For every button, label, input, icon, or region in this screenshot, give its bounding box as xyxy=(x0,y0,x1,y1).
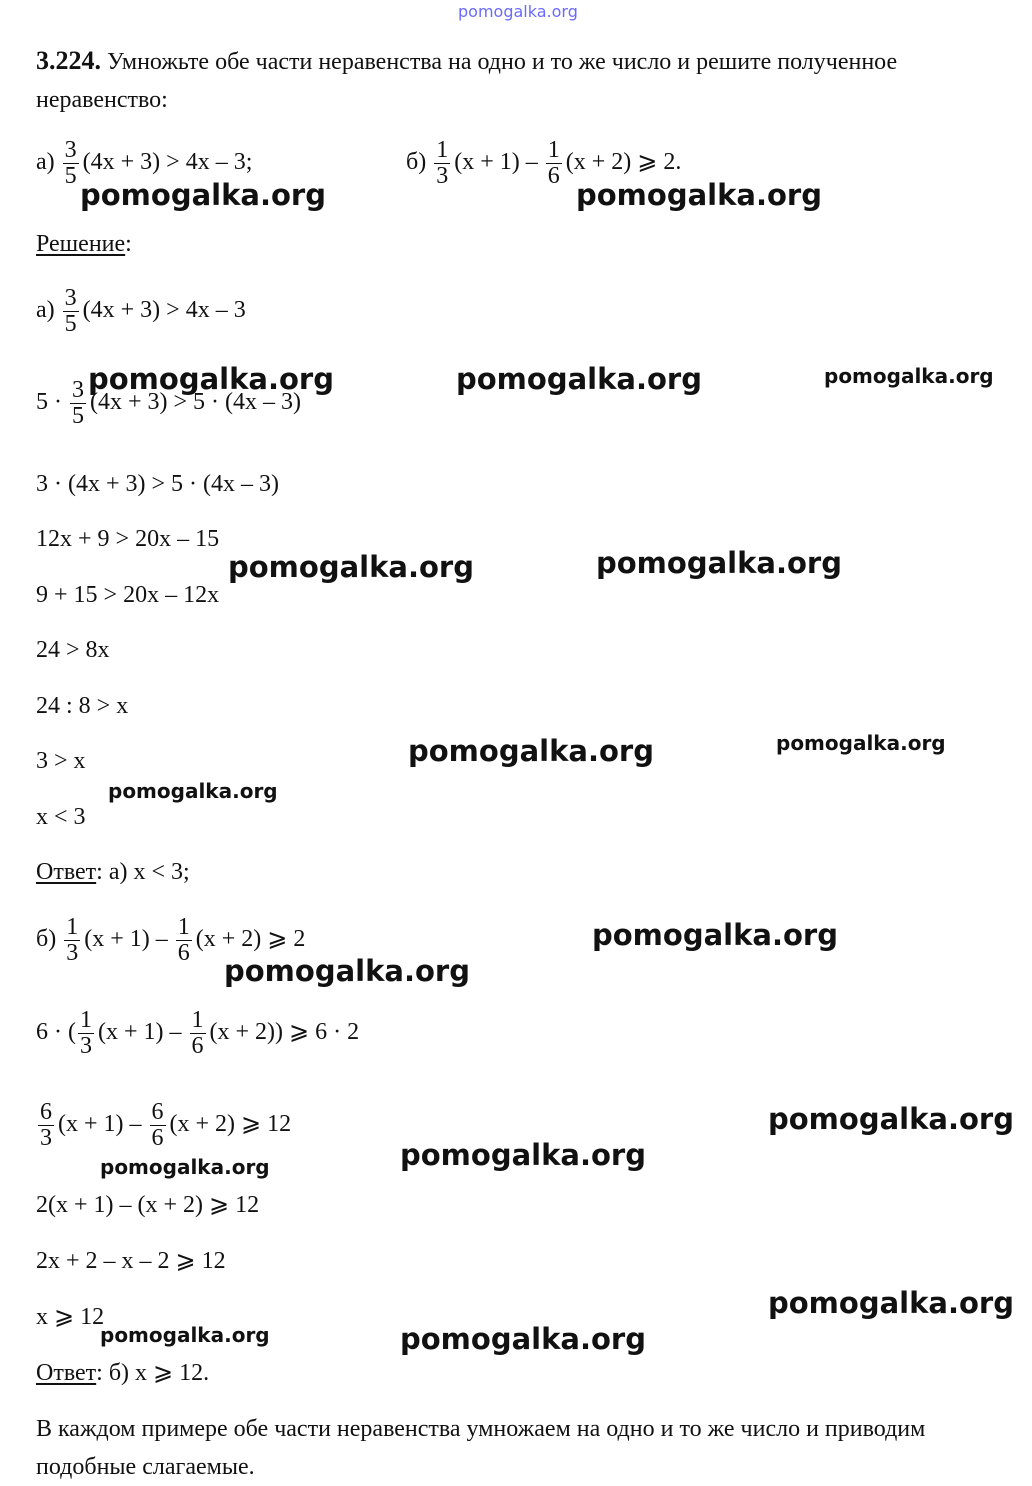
step-line: x < 3 xyxy=(36,804,86,830)
part-a-label: а) xyxy=(36,149,55,176)
fraction: $\frac{1}{6}$ xyxy=(191,1007,204,1060)
fraction: $\frac{1}{6}$ xyxy=(547,137,560,190)
step-line: 2(x + 1) – (x + 2) ⩾ 12 xyxy=(36,1192,260,1218)
conclusion-text: В каждом примере обе части неравенства умножаем на одно и то же число и приводим подобные слагаемые. xyxy=(36,1416,926,1480)
part-a-line-2: 5 · $\frac{3}{5}$ (4x + 3) > 5 · (4x – 3) xyxy=(36,377,302,430)
part-a-line-1: а) $\frac{3}{5}$ (4x + 3) > 4x – 3 xyxy=(36,285,246,338)
fraction: $\frac{3}{5}$ xyxy=(64,137,77,190)
step-line: x ⩾ 12 xyxy=(36,1304,105,1330)
expression: (4x + 3) > 4x – 3; xyxy=(82,149,253,176)
watermark: pomogalka.org xyxy=(768,1286,1014,1320)
watermark: pomogalka.org xyxy=(408,734,654,768)
fraction: $\frac{1}{3}$ xyxy=(79,1007,92,1060)
watermark: pomogalka.org xyxy=(768,1102,1014,1136)
fraction: $\frac{3}{5}$ xyxy=(64,285,77,338)
step-line: 24 > 8x xyxy=(36,637,110,663)
watermark: pomogalka.org xyxy=(824,364,994,388)
fraction: $\frac{6}{6}$ xyxy=(151,1099,164,1152)
step-line: 2x + 2 – x – 2 ⩾ 12 xyxy=(36,1248,226,1274)
watermark: pomogalka.org xyxy=(776,731,946,755)
fraction: $\frac{1}{3}$ xyxy=(66,914,79,967)
watermark: pomogalka.org xyxy=(80,178,326,212)
problem-statement xyxy=(36,42,996,119)
problem-number: 3.224. xyxy=(36,46,101,75)
watermark: pomogalka.org xyxy=(592,918,838,952)
watermark: pomogalka.org xyxy=(100,1323,270,1347)
step-line: 3 > x xyxy=(36,748,86,774)
watermark: pomogalka.org xyxy=(108,779,278,803)
watermark: pomogalka.org xyxy=(100,1155,270,1179)
answer-a: Ответ: а) x < 3; xyxy=(36,859,190,885)
step-line: 9 + 15 > 20x – 12x xyxy=(36,582,220,608)
part-b-line-1: б) $\frac{1}{3}$ (x + 1) – $\frac{1}{6}$ (x + 2) ⩾ 2 xyxy=(36,914,306,967)
fraction: $\frac{1}{6}$ xyxy=(177,914,190,967)
solution-heading: Решение: xyxy=(36,231,132,257)
watermark: pomogalka.org xyxy=(420,1456,429,1457)
part-b-line-3: $\frac{6}{3}$ (x + 1) – $\frac{6}{6}$ (x + 2) ⩾ 12 xyxy=(40,1099,292,1152)
step-line: 12x + 9 > 20x – 15 xyxy=(36,526,220,552)
watermark: pomogalka.org xyxy=(596,546,842,580)
watermark: pomogalka.org xyxy=(224,954,470,988)
step-line: 24 : 8 > x xyxy=(36,693,129,719)
part-b-label: б) xyxy=(406,149,427,176)
watermark: pomogalka.org xyxy=(576,178,822,212)
expression: (x + 1) – xyxy=(454,149,538,176)
expression: (x + 2) ⩾ 2. xyxy=(565,149,682,176)
answer-b: Ответ: б) x ⩾ 12. xyxy=(36,1360,210,1386)
part-b-line-2: 6 · ( $\frac{1}{3}$ (x + 1) – $\frac{1}{6}$ (x + 2)) ⩾ 6 · 2 xyxy=(36,1007,360,1060)
problem-text: Умножьте обе части неравенства на одно и то же число и решите полученное неравенство: xyxy=(36,49,898,113)
step-line: 3 · (4x + 3) > 5 · (4x – 3) xyxy=(36,471,280,497)
watermark: pomogalka.org xyxy=(400,1138,646,1172)
fraction: $\frac{3}{5}$ xyxy=(72,377,84,430)
watermark: pomogalka.org xyxy=(400,1322,646,1356)
watermark: pomogalka.org xyxy=(456,362,702,396)
watermark: pomogalka.org xyxy=(88,362,334,396)
fraction: $\frac{1}{3}$ xyxy=(436,137,449,190)
watermark: pomogalka.org xyxy=(228,550,474,584)
fraction: $\frac{6}{3}$ xyxy=(40,1099,52,1152)
header-watermark: pomogalka.org xyxy=(458,2,578,21)
